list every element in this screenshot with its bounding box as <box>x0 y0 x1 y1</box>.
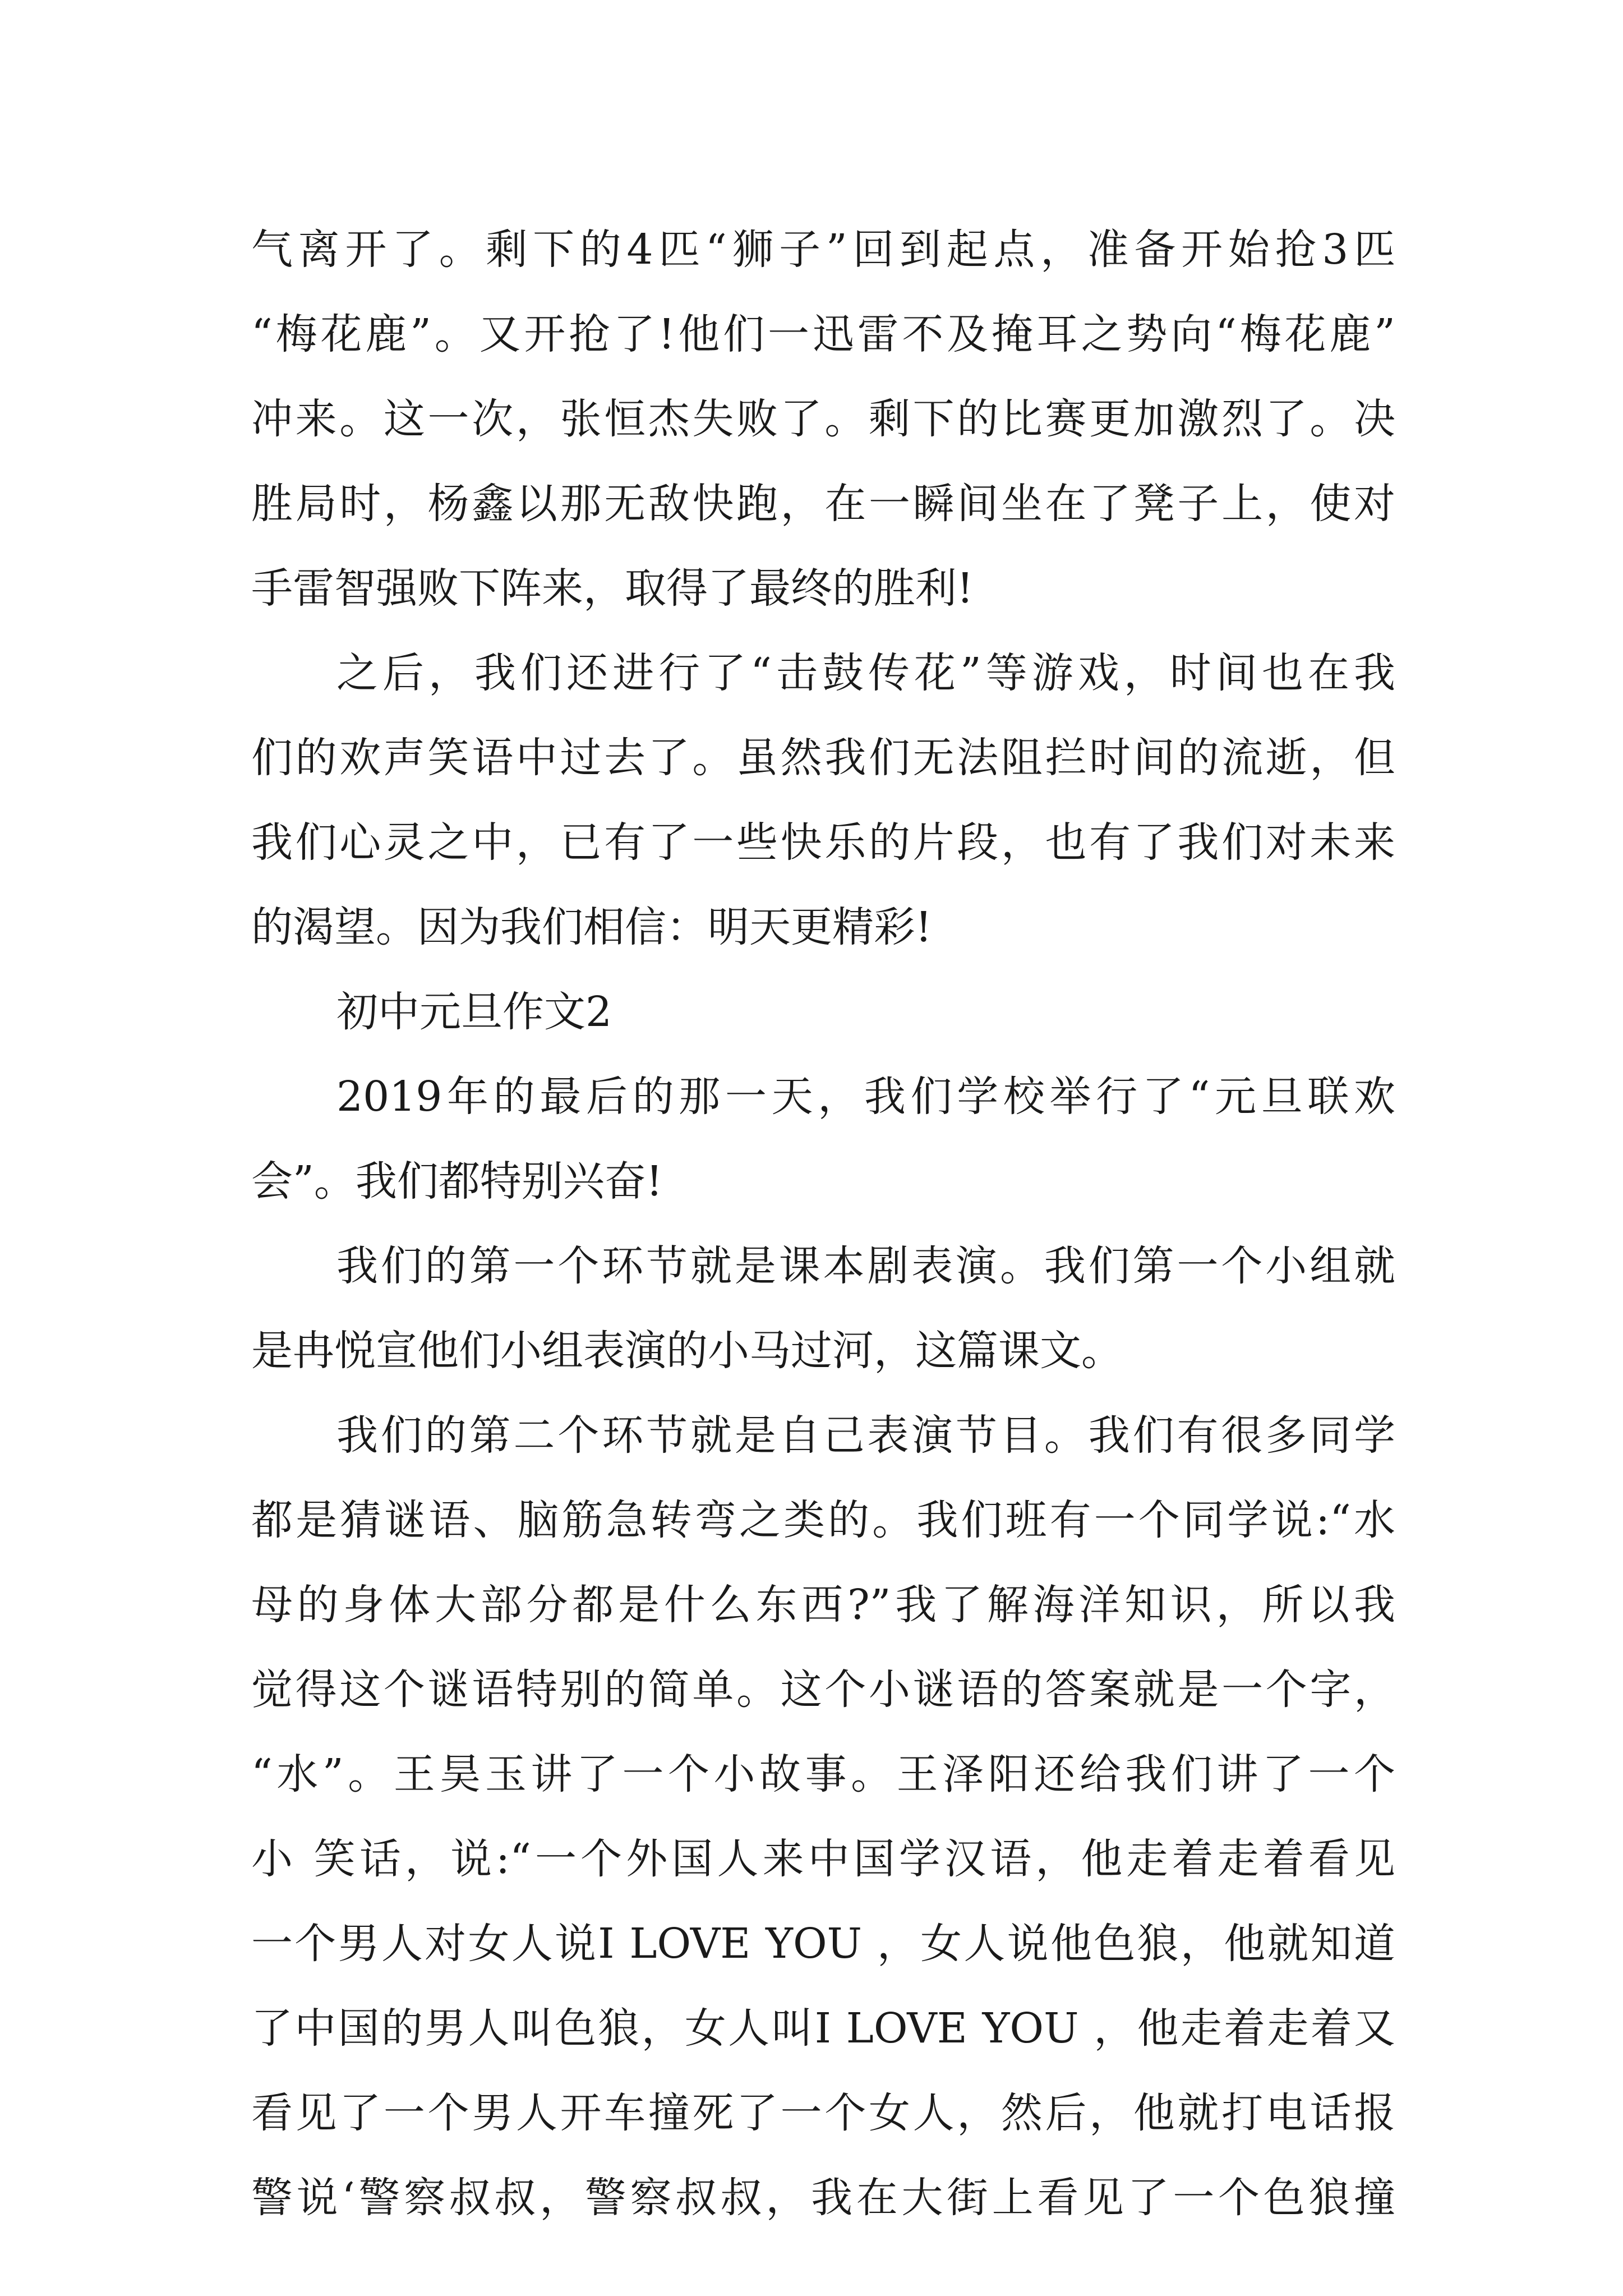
text-line: 我们的第二个环节就是自己表演节目。我们有很多同学 <box>336 1411 1395 1460</box>
text-line: 会”。我们都特别兴奋! <box>251 1157 663 1205</box>
text-line: 了中国的男人叫色狼，女人叫I LOVE YOU ，他走着走着又 <box>251 2004 1395 2053</box>
section-heading: 初中元旦作文2 <box>336 988 612 1036</box>
text-line: 我们心灵之中，已有了一些快乐的片段，也有了我们对未来 <box>251 818 1395 867</box>
text-line: 小 笑话，说:“一个外国人来中国学汉语，他走着走着看见 <box>251 1835 1395 1883</box>
text-line: “梅花鹿”。又开抢了!他们一迅雷不及掩耳之势向“梅花鹿” <box>251 310 1395 358</box>
text-line: 气离开了。剩下的4匹“狮子”回到起点，准备开始抢3匹 <box>251 226 1395 274</box>
text-line: 2019年的最后的那一天，我们学校举行了“元旦联欢 <box>336 1073 1395 1121</box>
text-line: 母的身体大部分都是什么东西?”我了解海洋知识，所以我 <box>251 1581 1395 1629</box>
text-line: 冲来。这一次，张恒杰失败了。剩下的比赛更加激烈了。决 <box>251 395 1395 443</box>
text-line: 我们的第一个环节就是课本剧表演。我们第一个小组就 <box>336 1242 1395 1290</box>
text-line: 警说‘警察叔叔，警察叔叔，我在大街上看见了一个色狼撞 <box>251 2174 1395 2222</box>
text-line: 胜局时，杨鑫以那无敌快跑，在一瞬间坐在了凳子上，使对 <box>251 480 1395 528</box>
text-line: 手雷智强败下阵来，取得了最终的胜利! <box>251 564 974 613</box>
text-line: “水”。王昊玉讲了一个小故事。王泽阳还给我们讲了一个 <box>251 1750 1395 1798</box>
text-line: 都是猜谜语、脑筋急转弯之类的。我们班有一个同学说:“水 <box>251 1496 1395 1544</box>
body-text <box>251 208 1395 2240</box>
text-line: 看见了一个男人开车撞死了一个女人，然后，他就打电话报 <box>251 2089 1395 2137</box>
text-line: 觉得这个谜语特别的简单。这个小谜语的答案就是一个字， <box>251 1665 1395 1714</box>
text-line: 的渴望。因为我们相信：明天更精彩! <box>251 903 932 951</box>
text-line: 一个男人对女人说I LOVE YOU ，女人说他色狼，他就知道 <box>251 1920 1395 1968</box>
text-line: 之后，我们还进行了“击鼓传花”等游戏，时间也在我 <box>336 649 1395 697</box>
text-line: 是冉悦宣他们小组表演的小马过河，这篇课文。 <box>251 1327 1123 1375</box>
text-line: 们的欢声笑语中过去了。虽然我们无法阻拦时间的流逝，但 <box>251 734 1395 782</box>
